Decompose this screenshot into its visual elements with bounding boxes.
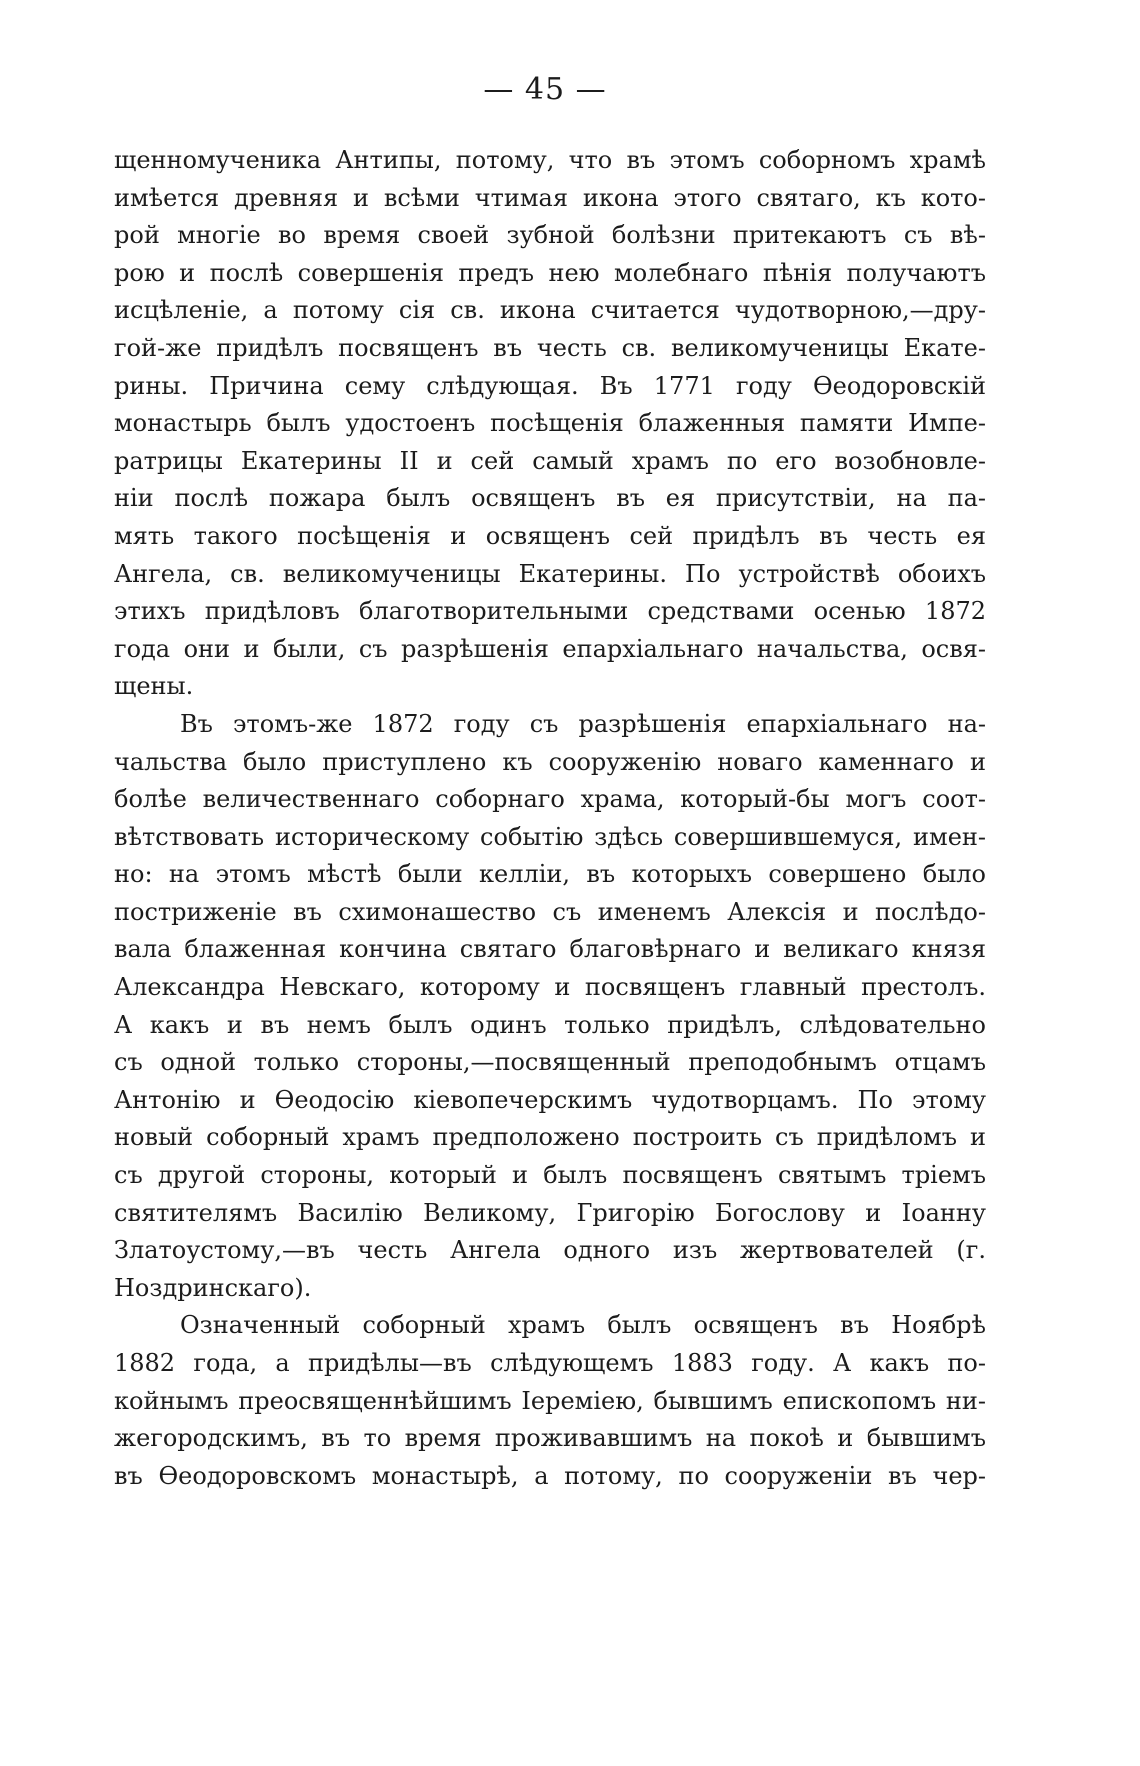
text-line: Златоустому,—въ честь Ангела одного изъ жертвователей (г.: [114, 1236, 986, 1265]
text-line: постриженіе въ схимонашество съ именемъ Алексія и послѣдо-: [114, 897, 986, 926]
text-line: чальства было приступлено къ сооруженію новаго каменнаго и: [114, 747, 986, 776]
body-text: [114, 142, 986, 1495]
text-line: Антонію и Ѳеодосію кіевопечерскимъ чудотворцамъ. По этому: [114, 1085, 986, 1114]
text-line: А какъ и въ немъ былъ одинъ только придѣлъ, слѣдовательно: [114, 1010, 986, 1039]
text-line: исцѣленіе, а потому сія св. икона считается чудотворною,—дру-: [114, 296, 986, 325]
text-line: 1882 года, а придѣлы—въ слѣдующемъ 1883 году. А какъ по-: [114, 1349, 986, 1377]
text-line: Александра Невскаго, которому и посвященъ главный престолъ.: [114, 973, 986, 1002]
text-line: щенномученика Антипы, потому, что въ этомъ соборномъ храмѣ: [114, 146, 986, 174]
text-line: вала блаженная кончина святаго благовѣрнаго и великаго князя: [114, 935, 986, 964]
text-line: рою и послѣ совершенія предъ нею молебнаго пѣнія получаютъ: [114, 258, 986, 287]
paragraph-first-line: Въ этомъ-же 1872 году съ разрѣшенія епархіальнаго на-: [180, 709, 986, 738]
text-line: рины. Причина сему слѣдующая. Въ 1771 году Ѳеодоровскій: [114, 371, 986, 400]
text-line: въ Ѳеодоровскомъ монастырѣ, а потому, по сооруженіи въ чер-: [114, 1461, 986, 1490]
text-line: вѣтствовать историческому событію здѣсь совершившемуся, имен-: [114, 822, 986, 851]
text-line: этихъ придѣловъ благотворительными средствами осенью 1872: [114, 597, 986, 626]
page-number: — 45 —: [483, 72, 607, 107]
text-line: жегородскимъ, въ то время проживавшимъ на покоѣ и бывшимъ: [114, 1424, 986, 1453]
text-line: съ другой стороны, который и былъ посвященъ святымъ тріемъ: [114, 1161, 986, 1190]
text-line: ніи послѣ пожара былъ освященъ въ ея присутствіи, на па-: [114, 484, 986, 513]
text-line: ратрицы Екатерины II и сей самый храмъ по его возобновле-: [114, 446, 986, 475]
paragraph-first-line: Означенный соборный храмъ былъ освященъ въ Ноябрѣ: [180, 1311, 986, 1340]
text-line: болѣе величественнаго соборнаго храма, который-бы могъ соот-: [114, 785, 986, 814]
text-line: койнымъ преосвященнѣйшимъ Іереміею, бывшимъ епископомъ ни-: [114, 1386, 986, 1415]
text-line: монастырь былъ удостоенъ посѣщенія блаженныя памяти Импе-: [114, 409, 986, 438]
text-line: мять такого посѣщенія и освященъ сей придѣлъ въ честь ея: [114, 521, 986, 550]
text-line: рой многіе во время своей зубной болѣзни притекаютъ съ вѣ-: [114, 221, 986, 250]
text-line: имѣется древняя и всѣми чтимая икона этого святаго, къ кото-: [114, 183, 986, 212]
text-line: святителямъ Василію Великому, Григорію Богослову и Іоанну: [114, 1198, 986, 1227]
text-line: съ одной только стороны,—посвященный преподобнымъ отцамъ: [114, 1048, 986, 1077]
text-line: но: на этомъ мѣстѣ были келліи, въ которыхъ совершено было: [114, 860, 986, 889]
text-line: гой-же придѣлъ посвященъ въ честь св. великомученицы Екате-: [114, 333, 986, 362]
text-line: Ангела, св. великомученицы Екатерины. По устройствѣ обоихъ: [114, 559, 986, 588]
text-line: года они и были, съ разрѣшенія епархіальнаго начальства, освя-: [114, 634, 986, 663]
text-line: Ноздринскаго).: [114, 1273, 312, 1302]
text-line: новый соборный храмъ предположено построить съ придѣломъ и: [114, 1123, 986, 1152]
text-line: щены.: [114, 672, 194, 701]
